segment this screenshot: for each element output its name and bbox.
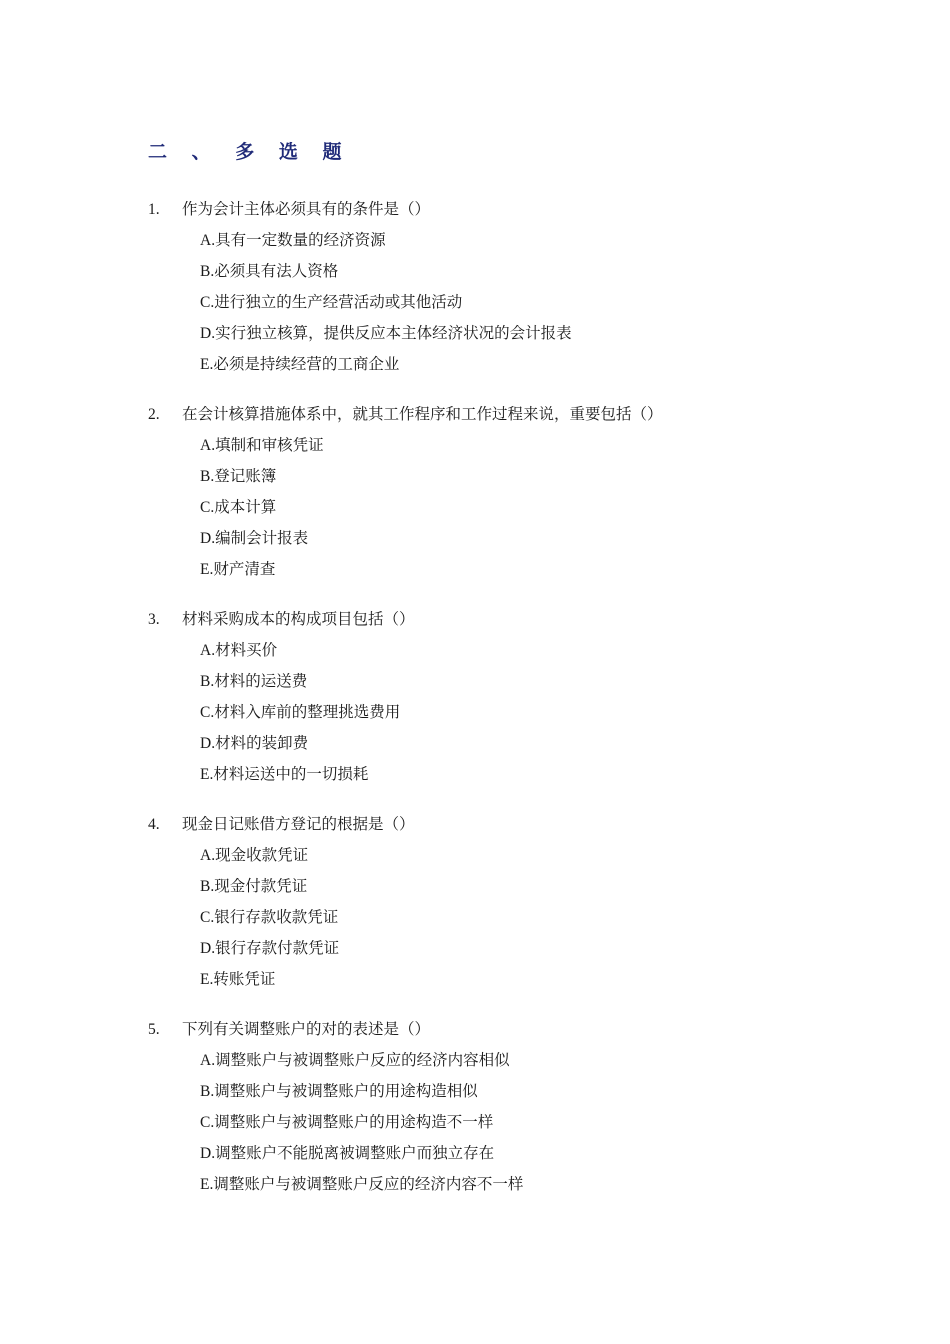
option-c bbox=[200, 494, 868, 525]
option-letter: E. bbox=[200, 356, 214, 373]
option-letter: E. bbox=[200, 1176, 214, 1193]
option-text: 调整账户与被调整账户反应的经济内容相似 bbox=[215, 1051, 510, 1069]
option-a bbox=[200, 1047, 868, 1078]
section-title: 二 、 多 选 题 bbox=[148, 141, 351, 163]
option-letter: E. bbox=[200, 561, 214, 578]
option-list bbox=[148, 1047, 868, 1202]
question-text: 在会计核算措施体系中，就其工作程序和工作过程来说，重要包括（） bbox=[182, 405, 663, 423]
option-text: 材料的运送费 bbox=[214, 672, 308, 690]
question-2 bbox=[148, 401, 868, 587]
option-e bbox=[200, 556, 868, 587]
option-letter: C. bbox=[200, 909, 215, 926]
option-c bbox=[200, 699, 868, 730]
question-number: 3. bbox=[148, 611, 160, 628]
option-letter: D. bbox=[200, 1145, 216, 1162]
option-a bbox=[200, 227, 868, 258]
option-letter: E. bbox=[200, 766, 214, 783]
option-e bbox=[200, 351, 868, 382]
option-d bbox=[200, 320, 868, 351]
option-d bbox=[200, 730, 868, 761]
option-text: 具有一定数量的经济资源 bbox=[215, 231, 386, 249]
option-letter: D. bbox=[200, 325, 216, 342]
question-text: 下列有关调整账户的对的表述是（） bbox=[182, 1020, 431, 1038]
option-list bbox=[148, 432, 868, 587]
option-b bbox=[200, 463, 868, 494]
option-text: 银行存款收款凭证 bbox=[214, 908, 339, 926]
option-a bbox=[200, 432, 868, 463]
option-letter: B. bbox=[200, 1083, 215, 1100]
option-text: 银行存款付款凭证 bbox=[215, 939, 340, 957]
option-c bbox=[200, 289, 868, 320]
question-number: 2. bbox=[148, 406, 160, 423]
option-letter: E. bbox=[200, 971, 214, 988]
question-4 bbox=[148, 811, 868, 997]
option-text: 现金付款凭证 bbox=[214, 877, 308, 895]
question-3 bbox=[148, 606, 868, 792]
option-text: 调整账户不能脱离被调整账户而独立存在 bbox=[215, 1144, 495, 1162]
option-letter: A. bbox=[200, 847, 216, 864]
question-text: 现金日记账借方登记的根据是（） bbox=[182, 815, 415, 833]
option-letter: D. bbox=[200, 530, 216, 547]
option-letter: B. bbox=[200, 263, 215, 280]
option-b bbox=[200, 668, 868, 699]
option-letter: B. bbox=[200, 468, 215, 485]
option-d bbox=[200, 525, 868, 556]
question-stem bbox=[148, 811, 868, 837]
question-stem bbox=[148, 606, 868, 632]
option-b bbox=[200, 1078, 868, 1109]
question-stem bbox=[148, 196, 868, 222]
option-text: 必须具有法人资格 bbox=[214, 262, 339, 280]
option-text: 财产清查 bbox=[213, 560, 276, 578]
option-b bbox=[200, 873, 868, 904]
question-number: 4. bbox=[148, 816, 160, 833]
question-stem bbox=[148, 1016, 868, 1042]
option-letter: A. bbox=[200, 1052, 216, 1069]
option-letter: C. bbox=[200, 1114, 215, 1131]
option-list bbox=[148, 842, 868, 997]
option-text: 填制和审核凭证 bbox=[215, 436, 324, 454]
option-d bbox=[200, 1140, 868, 1171]
option-letter: C. bbox=[200, 294, 215, 311]
option-text: 材料入库前的整理挑选费用 bbox=[214, 703, 401, 721]
option-text: 材料买价 bbox=[215, 641, 278, 659]
option-a bbox=[200, 842, 868, 873]
question-text: 作为会计主体必须具有的条件是（） bbox=[182, 200, 431, 218]
question-1 bbox=[148, 196, 868, 382]
option-text: 转账凭证 bbox=[213, 970, 276, 988]
option-text: 登记账簿 bbox=[214, 467, 277, 485]
option-d bbox=[200, 935, 868, 966]
question-text: 材料采购成本的构成项目包括（） bbox=[182, 610, 415, 628]
option-b bbox=[200, 258, 868, 289]
option-letter: A. bbox=[200, 437, 216, 454]
option-text: 调整账户与被调整账户的用途构造不一样 bbox=[214, 1113, 494, 1131]
option-text: 材料运送中的一切损耗 bbox=[213, 765, 369, 783]
option-letter: A. bbox=[200, 642, 216, 659]
option-e bbox=[200, 966, 868, 997]
option-a bbox=[200, 637, 868, 668]
option-e bbox=[200, 761, 868, 792]
option-e bbox=[200, 1171, 868, 1202]
option-text: 成本计算 bbox=[214, 498, 277, 516]
option-text: 调整账户与被调整账户的用途构造相似 bbox=[214, 1082, 478, 1100]
option-text: 必须是持续经营的工商企业 bbox=[213, 355, 400, 373]
option-text: 调整账户与被调整账户反应的经济内容不一样 bbox=[213, 1175, 524, 1193]
option-letter: C. bbox=[200, 704, 215, 721]
option-text: 进行独立的生产经营活动或其他活动 bbox=[214, 293, 463, 311]
option-letter: D. bbox=[200, 940, 216, 957]
option-letter: A. bbox=[200, 232, 216, 249]
option-c bbox=[200, 904, 868, 935]
option-text: 材料的装卸费 bbox=[215, 734, 309, 752]
question-list bbox=[148, 196, 868, 1221]
option-letter: B. bbox=[200, 878, 215, 895]
option-list bbox=[148, 637, 868, 792]
option-letter: C. bbox=[200, 499, 215, 516]
option-letter: B. bbox=[200, 673, 215, 690]
question-number: 5. bbox=[148, 1021, 160, 1038]
question-stem bbox=[148, 401, 868, 427]
option-text: 实行独立核算，提供反应本主体经济状况的会计报表 bbox=[215, 324, 572, 342]
question-5 bbox=[148, 1016, 868, 1202]
question-number: 1. bbox=[148, 201, 160, 218]
option-list bbox=[148, 227, 868, 382]
option-text: 编制会计报表 bbox=[215, 529, 309, 547]
option-c bbox=[200, 1109, 868, 1140]
option-letter: D. bbox=[200, 735, 216, 752]
option-text: 现金收款凭证 bbox=[215, 846, 309, 864]
